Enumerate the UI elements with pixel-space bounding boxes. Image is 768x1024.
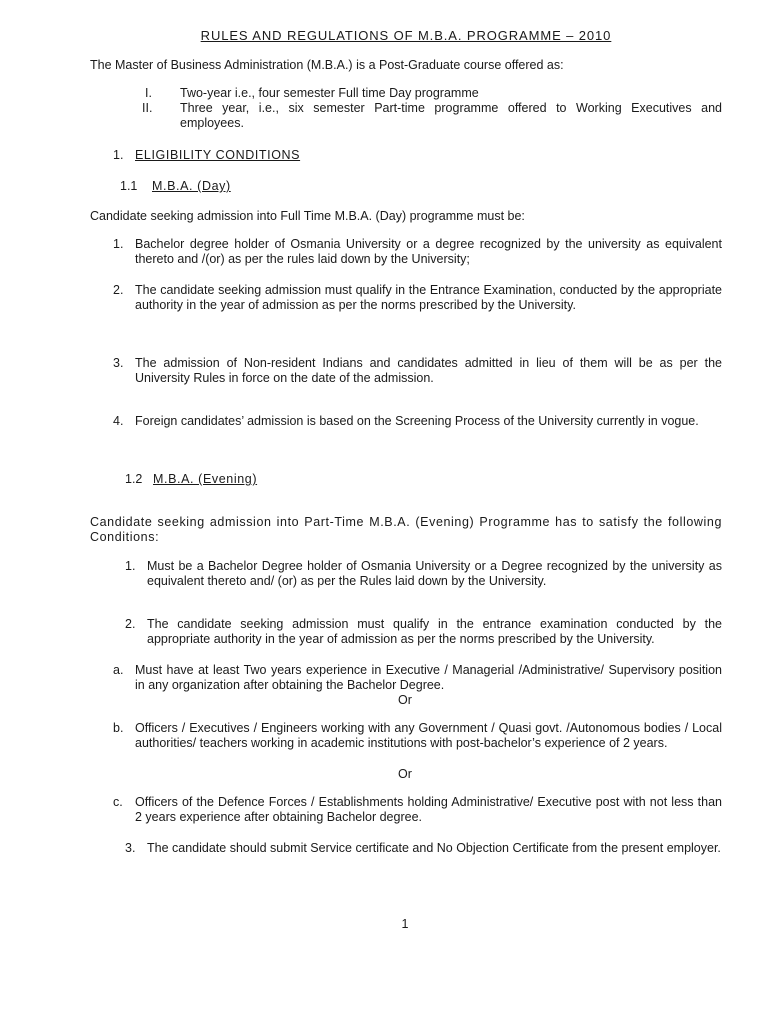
list-item: The candidate seeking admission must qualify in the Entrance Examination, conducted by the appropriate authority in the year of admission as per the norms prescribed by the University. xyxy=(135,283,722,312)
list-number: 3. xyxy=(113,356,124,370)
list-item: Three year, i.e., six semester Part-time programme offered to Working Executives and employees. xyxy=(180,101,722,130)
list-item: Must have at least Two years experience in Executive / Managerial /Administrative/ Supervisory position in any organization after obtaining the Bachelor Degree. xyxy=(135,663,722,692)
list-number: 2. xyxy=(125,617,136,631)
subsection-number: 1.1 xyxy=(120,179,138,193)
list-item: Foreign candidates’ admission is based on the Screening Process of the University currently in vogue. xyxy=(135,414,699,428)
list-item: Must be a Bachelor Degree holder of Osmania University or a Degree recognized by the university as equivalent thereto and/ (or) as per the Rules laid down by the University. xyxy=(147,559,722,588)
list-letter: c. xyxy=(113,795,123,809)
intro-paragraph: The Master of Business Administration (M.B.A.) is a Post-Graduate course offered as: xyxy=(90,58,564,72)
day-intro: Candidate seeking admission into Full Time M.B.A. (Day) programme must be: xyxy=(90,209,525,223)
list-item: The candidate seeking admission must qualify in the entrance examination conducted by the appropriate authority in the year of admission as per the norms prescribed by the University. xyxy=(147,617,722,646)
list-number: 3. xyxy=(125,841,136,855)
list-item: Two-year i.e., four semester Full time Day programme xyxy=(180,86,479,100)
list-item: The admission of Non-resident Indians and candidates admitted in lieu of them will be as per the University Rules in force on the date of the admission. xyxy=(135,356,722,385)
section-number: 1. xyxy=(113,148,124,162)
list-letter: a. xyxy=(113,663,124,677)
list-item: Officers of the Defence Forces / Establishments holding Administrative/ Executive post with not less than 2 years experience after obtaining Bachelor degree. xyxy=(135,795,722,824)
list-letter: b. xyxy=(113,721,124,735)
list-number: 2. xyxy=(113,283,124,297)
page-number: 1 xyxy=(401,917,409,931)
list-item: Officers / Executives / Engineers working with any Government / Quasi govt. /Autonomous bodies / Local authorities/ teachers working in academic institutions with post-bachelor’s experience of 2 years. xyxy=(135,721,722,750)
page-title: RULES AND REGULATIONS OF M.B.A. PROGRAMME – 2010 xyxy=(200,28,612,43)
or-separator: Or xyxy=(398,767,412,781)
subsection-heading: M.B.A. (Day) xyxy=(152,179,231,193)
list-item: Bachelor degree holder of Osmania University or a degree recognized by the university as equivalent thereto and /(or) as per the rules laid down by the University; xyxy=(135,237,722,266)
list-item: The candidate should submit Service certificate and No Objection Certificate from the present employer. xyxy=(147,841,721,855)
list-number: 1. xyxy=(113,237,124,251)
section-heading: ELIGIBILITY CONDITIONS xyxy=(135,148,301,162)
or-separator: Or xyxy=(398,693,412,707)
evening-intro: Candidate seeking admission into Part-Time M.B.A. (Evening) Programme has to satisfy the following Conditions: xyxy=(90,515,722,544)
list-number: 4. xyxy=(113,414,124,428)
list-number: II. xyxy=(142,101,153,115)
list-number: I. xyxy=(145,86,152,100)
list-number: 1. xyxy=(125,559,136,573)
subsection-number: 1.2 xyxy=(125,472,143,486)
subsection-heading: M.B.A. (Evening) xyxy=(153,472,258,486)
